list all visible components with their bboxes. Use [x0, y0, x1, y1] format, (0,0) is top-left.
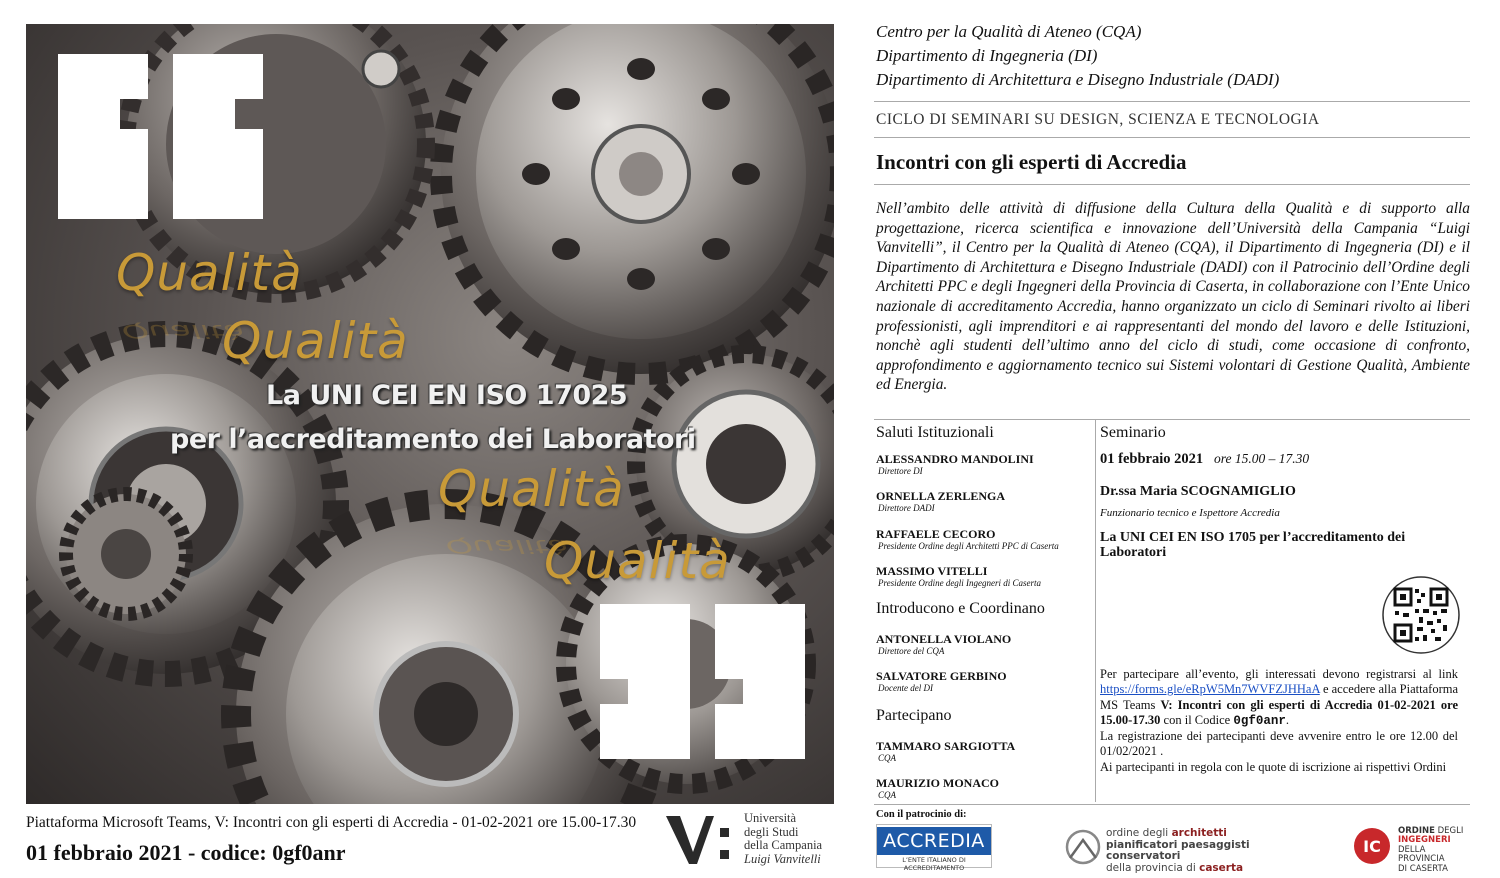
qualita-word-4: Qualità	[544, 532, 731, 590]
registration-info: Per partecipare all’evento, gli interessati devono registrarsi al link https://forms.gle/eRpW5Mn7WVFZJHHaA e accedere alla Piattaforma MS Teams V: Incontri con gli esperti di Accredia 01-02-2021 ore 15.00-17.30 con il Codice 0gf0anr. La registrazione dei partecipanti deve avvenire entro le ore 12.00 del 01/02/2021 . Ai partecipanti in regola con le quote di iscrizione ai rispettivi Ordini	[1100, 667, 1458, 774]
university-line1: Università	[744, 811, 797, 825]
speaker-role: Direttore DI	[878, 466, 923, 476]
arch-line: ordine degli	[1106, 827, 1169, 839]
vanvitelli-v-icon	[664, 812, 736, 868]
institution-dadi: Dipartimento di Architettura e Disegno Industriale (DADI)	[876, 70, 1280, 89]
ingegneri-mark-text: IC	[1363, 837, 1381, 856]
poster-title-line2: per l’accreditamento dei Laboratori	[170, 424, 696, 455]
speaker-name: ALESSANDRO MANDOLINI	[876, 452, 1034, 466]
accredia-wordmark: ACCREDIA	[877, 827, 991, 855]
arch-line: pianificatori paesaggisti conservatori	[1106, 838, 1250, 862]
ing-line: INGEGNERI	[1398, 835, 1451, 846]
speaker-role: CQA	[878, 753, 896, 763]
ingegneri-mark-icon	[1352, 826, 1392, 866]
divider	[874, 101, 1470, 102]
seminar-speaker: Dr.ssa Maria SCOGNAMIGLIO	[1100, 484, 1296, 499]
divider	[874, 804, 1470, 805]
teams-meeting-name: V: Incontri con gli esperti di Accredia 01-02-2021 ore 15.00-17.30	[1100, 697, 1458, 727]
reg-text: con il Codice	[1163, 712, 1231, 727]
qualita-reflection-1: Qualità	[122, 320, 245, 342]
divider	[874, 419, 1470, 420]
reg-text: Per partecipare all’evento, gli interessati devono registrarsi al link	[1100, 667, 1458, 681]
speaker-name: MAURIZIO MONACO	[876, 776, 999, 790]
seminar-date-value: 01 febbraio 2021	[1100, 451, 1204, 467]
architetti-text	[1106, 828, 1314, 874]
speaker-role: CQA	[878, 790, 896, 800]
event-title: Incontri con gli esperti di Accredia	[876, 150, 1187, 174]
registration-link[interactable]: https://forms.gle/eRpW5Mn7WVFZJHHaA	[1100, 682, 1320, 697]
speaker-name: ORNELLA ZERLENGA	[876, 489, 1006, 503]
qualita-word-3: Qualità	[438, 460, 625, 518]
ing-line: DEGLI	[1437, 826, 1464, 836]
seminar-cycle: CICLO DI SEMINARI SU DESIGN, SCIENZA E TECNOLOGIA	[876, 111, 1320, 128]
speaker-name: SALVATORE GERBINO	[876, 669, 1007, 683]
open-quote-icon	[48, 44, 278, 224]
accredia-tagline: L’ENTE ITALIANO DI ACCREDITAMENTO	[902, 856, 966, 872]
arch-line: caserta	[1199, 861, 1244, 874]
university-name	[744, 812, 822, 866]
ing-line: ORDINE	[1398, 826, 1435, 836]
qualita-reflection-3: Qualità	[446, 535, 569, 557]
university-line4: Luigi Vanvitelli	[744, 851, 821, 866]
gear-bottom-left	[66, 494, 186, 614]
arch-line: della provincia di	[1106, 861, 1196, 874]
arch-line: architetti	[1171, 827, 1227, 839]
reg-credits: Ai partecipanti in regola con le quote di iscrizione ai rispettivi Ordini	[1100, 759, 1447, 774]
speaker-role: Direttore del CQA	[878, 646, 945, 656]
patronage-label: Con il patrocinio di:	[876, 809, 967, 820]
university-logo	[664, 812, 824, 872]
gear-top-right	[441, 24, 834, 374]
date-code-line: 01 febbraio 2021 - codice: 0gf0anr	[26, 840, 346, 865]
divider	[874, 184, 1470, 185]
qualita-word-1: Qualità	[116, 244, 303, 302]
speaker-role: Direttore DADI	[878, 503, 935, 513]
university-line2: degli Studi	[744, 824, 799, 839]
seminar-heading: Seminario	[1100, 424, 1166, 441]
poster-image	[26, 24, 834, 804]
poster-title-line1: La UNI CEI EN ISO 17025	[266, 380, 628, 411]
partecipano-heading: Partecipano	[876, 707, 952, 724]
introducono-heading: Introducono e Coordinano	[876, 600, 1045, 617]
reg-deadline: La registrazione dei partecipanti deve avvenire entro le ore 12.00 del 01/02/2021 .	[1100, 729, 1458, 759]
ordine-architetti-logo	[1064, 826, 1314, 874]
ing-line: DI CASERTA	[1398, 863, 1448, 874]
ingegneri-text	[1398, 827, 1472, 874]
seminar-speaker-role: Funzionario tecnico e Ispettore Accredia	[1100, 507, 1280, 519]
close-quote-icon	[590, 594, 820, 764]
university-line3: della Campania	[744, 838, 823, 852]
platform-caption: Piattaforma Microsoft Teams, V: Incontri con gli esperti di Accredia - 01-02-2021 ore 15.00-17.30	[26, 814, 637, 831]
intro-paragraph: Nell’ambito delle attività di diffusione della Cultura della Qualità e di supporto alla progettazione, ricerca scientifica e innovazione dell’Università della Campania “Luigi Vanvitelli”, il Centro per la Qualità di Ateneo (CQA), il Dipartimento di Ingegneria (DI) e il Dipartimento di Architettura e Disegno Industriale (DADI) con il Patrocinio dell’Ordine degli Architetti PPC e degli Ingegneri della Provincia di Caserta, in collaborazione con l’Ente Unico nazionale di accreditamento Accredia, hanno organizzato un ciclo di Seminari rivolto ai liberi professionisti, agli imprenditori e ai rappresentanti del mondo del lavoro e delle Istituzioni, nonchè agli studenti dell’ultimo anno del ciclo di studi, come occasione di confronto, approfondimento e aggiornamento tecnico sui Sistemi volontari di Gestione Qualità, Ambiente ed Energia.	[876, 200, 1470, 394]
ing-line: DELLA PROVINCIA	[1398, 844, 1445, 865]
qr-code-icon[interactable]	[1382, 576, 1460, 654]
institution-cqa: Centro per la Qualità di Ateneo (CQA)	[876, 22, 1142, 41]
column-divider	[1095, 420, 1096, 802]
seminar-topic: La UNI CEI EN ISO 1705 per l’accreditamento dei Laboratori	[1100, 530, 1406, 560]
speaker-name: RAFFAELE CECORO	[876, 527, 996, 541]
saluti-heading: Saluti Istituzionali	[876, 424, 994, 441]
access-code: 0gf0anr	[1233, 713, 1286, 728]
speaker-name: MASSIMO VITELLI	[876, 564, 988, 578]
institution-di: Dipartimento di Ingegneria (DI)	[876, 46, 1098, 65]
speaker-name: ANTONELLA VIOLANO	[876, 632, 1012, 646]
speaker-role: Docente del DI	[878, 683, 933, 693]
architetti-mark-icon	[1064, 828, 1102, 866]
seminar-date	[1100, 451, 1309, 468]
qualita-word-2: Qualità	[222, 312, 409, 370]
speaker-role: Presidente Ordine degli Architetti PPC di Caserta	[878, 541, 1059, 551]
reg-text: e accedere alla Piattaforma MS Teams	[1100, 682, 1458, 712]
speaker-name: TAMMARO SARGIOTTA	[876, 739, 1016, 753]
divider	[874, 137, 1470, 138]
speaker-role: Presidente Ordine degli Ingegneri di Caserta	[878, 578, 1042, 588]
ordine-ingegneri-logo	[1352, 824, 1472, 874]
seminar-time: ore 15.00 – 17.30	[1213, 451, 1310, 466]
accredia-logo	[876, 824, 992, 872]
